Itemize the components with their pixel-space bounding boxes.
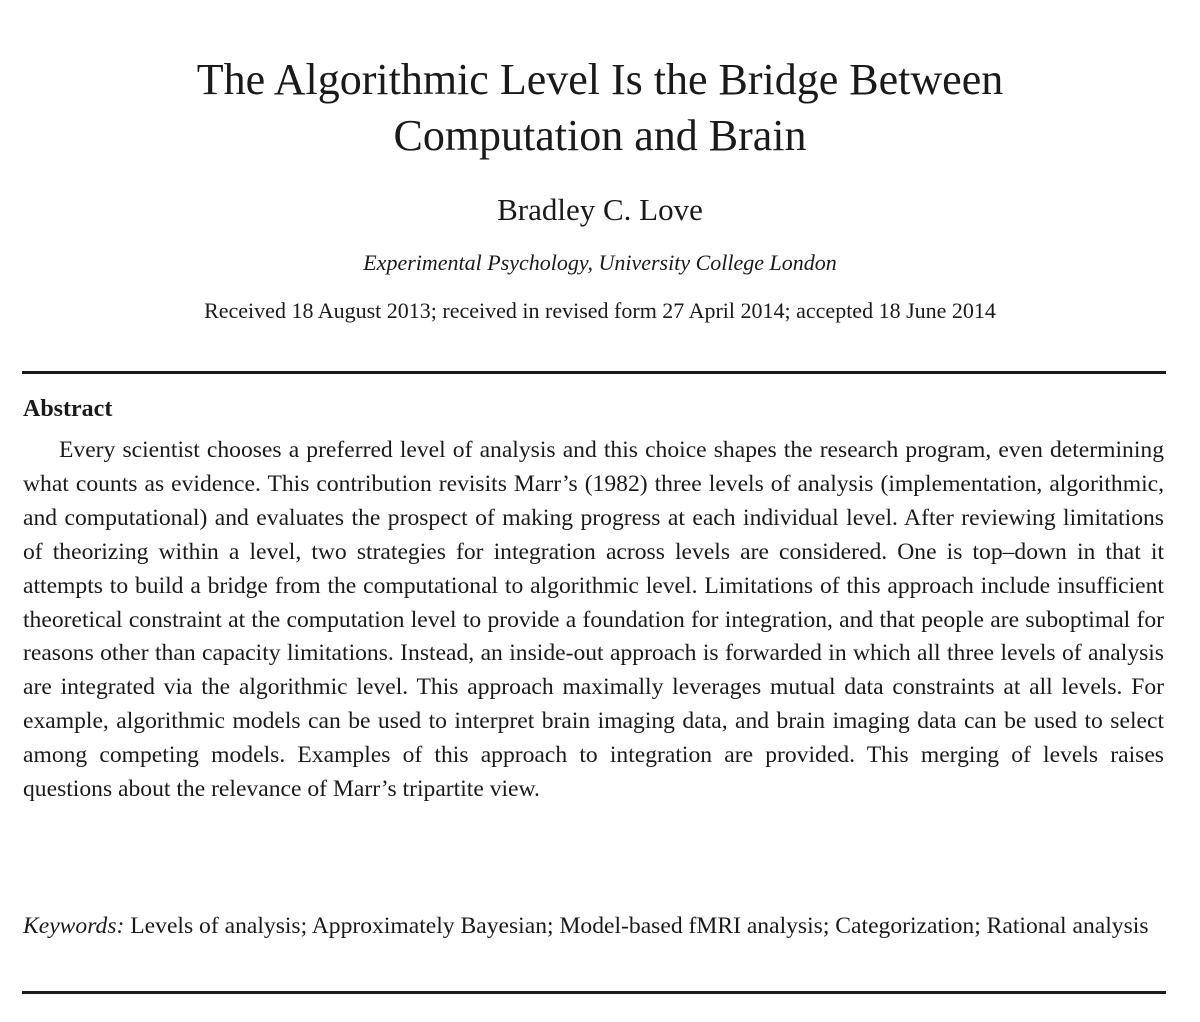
keywords-text: Levels of analysis; Approximately Bayesian; Model-based fMRI analysis; Categorization; Rational analysis — [124, 913, 1149, 939]
title-line-1: The Algorithmic Level Is the Bridge Between — [196, 55, 1004, 104]
keywords-label: Keywords: — [23, 913, 125, 939]
publication-dates: Received 18 August 2013; received in revised form 27 April 2014; accepted 18 June 2014 — [204, 298, 996, 323]
abstract-heading: Abstract — [23, 396, 113, 422]
bottom-divider — [22, 991, 1166, 994]
author-affiliation: Experimental Psychology, University College London — [363, 250, 837, 275]
top-divider — [22, 371, 1166, 374]
author-name: Bradley C. Love — [497, 192, 703, 227]
title-line-2: Computation and Brain — [393, 111, 807, 160]
paper-title — [0, 52, 1200, 164]
abstract-body: Every scientist chooses a preferred level of analysis and this choice shapes the research program, even determining what counts as evidence. This contribution revisits Marr’s (1982) three levels of analysis (implementation, algorithmic, and computational) and evaluates the prospect of making progress at each individual level. After reviewing limitations of theorizing within a level, two strategies for integration across levels are considered. One is top–down in that it attempts to build a bridge from the computational to algorithmic level. Limitations of this approach include insufficient theoretical constraint at the computation level to provide a foundation for integration, and that people are suboptimal for reasons other than capacity limitations. Instead, an inside-out approach is forwarded in which all three levels of analysis are integrated via the algorithmic level. This approach maximally leverages mutual data constraints at all levels. For example, algorithmic models can be used to interpret brain imaging data, and brain imaging data can be used to select among competing models. Examples of this approach to integration are provided. This merging of levels raises questions about the relevance of Marr’s tripartite view. — [23, 437, 1164, 803]
keywords — [23, 909, 1164, 943]
